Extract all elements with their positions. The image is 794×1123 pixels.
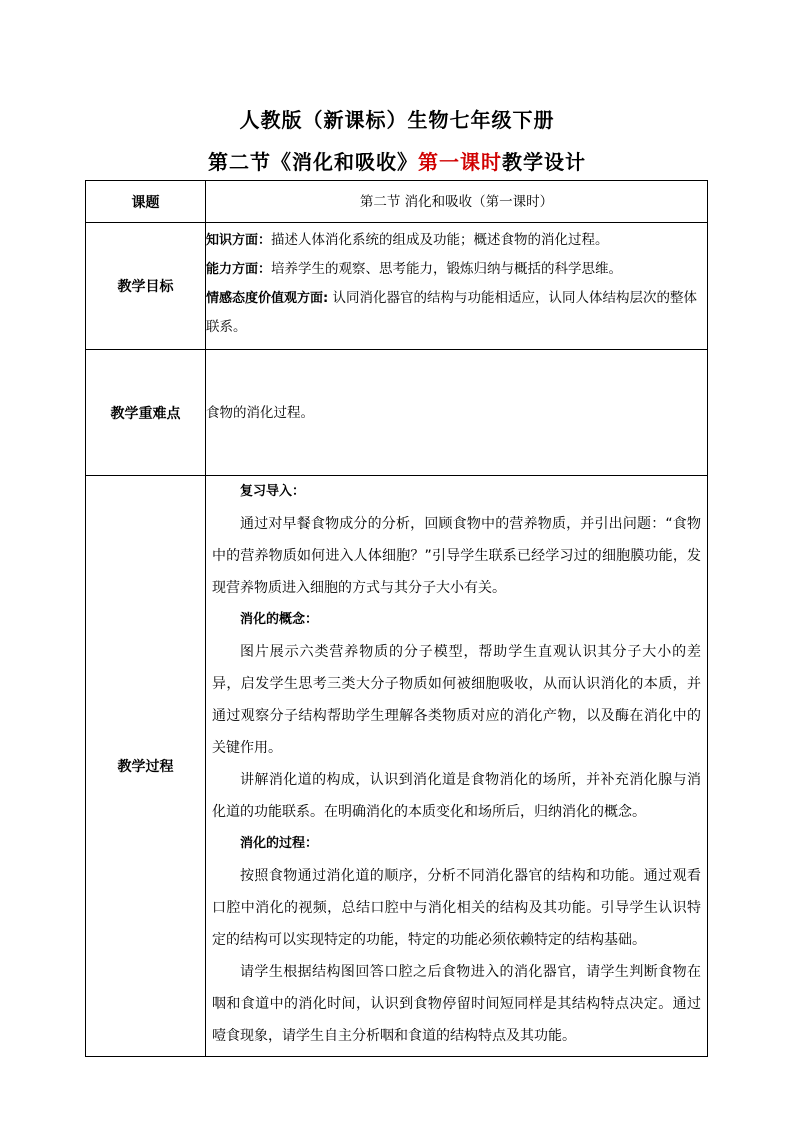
concept-text-2: 讲解消化道的构成，认识到消化道是食物消化的场所，并补充消化腺与消化道的功能联系。在明确消化的本质变化和场所后，归纳消化的概念。: [212, 772, 701, 820]
emotion-text: 认同消化器官的结构与功能相适应，认同人体结构层次的整体联系。: [206, 290, 697, 335]
key-points-value: 食物的消化过程。: [206, 350, 708, 476]
subtitle-design: 教学设计: [502, 150, 586, 174]
document-subtitle: [0, 146, 794, 175]
procedure-text-1: 按照食物通过消化道的顺序，分析不同消化器官的结构和功能。通过观看口腔中消化的视频，总结口腔中与消化相关的结构及其功能。引导学生认识特定的结构可以实现特定的功能，特定的功能必须依赖特定的结构基础。: [212, 868, 701, 948]
key-points-label: 教学重难点: [86, 350, 206, 476]
lesson-plan-table: [85, 180, 708, 1057]
process-row: [86, 476, 708, 1057]
ability-text: 培养学生的观察、思考能力，锻炼归纳与概括的科学思维。: [271, 261, 623, 277]
document-title: 人教版（新课标）生物七年级下册: [239, 108, 555, 132]
process-label: 教学过程: [86, 476, 206, 1057]
objective-emotion: [206, 284, 707, 342]
objectives-content: [206, 223, 708, 350]
topic-value: 第二节 消化和吸收（第一课时）: [206, 181, 708, 223]
emotion-label: 情感态度价值观方面:: [206, 291, 329, 306]
review-text: 通过对早餐食物成分的分析，回顾食物中的营养物质，并引出问题：“食物中的营养物质如何进入人体细胞？”引导学生联系已经学习过的细胞膜功能，发现营养物质进入细胞的方式与其分子大小有关。: [212, 516, 701, 596]
knowledge-label: 知识方面：: [206, 233, 272, 248]
subtitle-lesson-highlight: 第一课时: [418, 150, 502, 174]
process-content: [206, 476, 708, 1057]
topic-row: [86, 181, 708, 223]
procedure-heading: 消化的过程：: [240, 836, 319, 851]
concept-heading: 消化的概念：: [240, 612, 319, 627]
ability-label: 能力方面：: [206, 262, 272, 277]
procedure-text-2: 请学生根据结构图回答口腔之后食物进入的消化器官，请学生判断食物在咽和食道中的消化时间，认识到食物停留时间短同样是其结构特点决定。通过噎食现象，请学生自主分析咽和食道的结构特点及其功能。: [212, 964, 701, 1044]
subtitle-section: 第二节《消化和吸收》: [208, 150, 418, 174]
objectives-row: [86, 223, 708, 350]
review-heading: 复习导入：: [240, 484, 306, 499]
key-points-row: [86, 350, 708, 476]
concept-text-1: 图片展示六类营养物质的分子模型，帮助学生直观认识其分子大小的差异，启发学生思考三类大分子物质如何被细胞吸收，从而认识消化的本质，并通过观察分子结构帮助学生理解各类物质对应的消化产物，以及酶在消化中的关键作用。: [212, 644, 701, 756]
objectives-label: 教学目标: [86, 223, 206, 350]
objective-knowledge: [206, 226, 707, 255]
knowledge-text: 描述人体消化系统的组成及功能；概述食物的消化过程。: [271, 232, 609, 248]
objective-ability: [206, 255, 707, 284]
topic-label: 课题: [86, 181, 206, 223]
